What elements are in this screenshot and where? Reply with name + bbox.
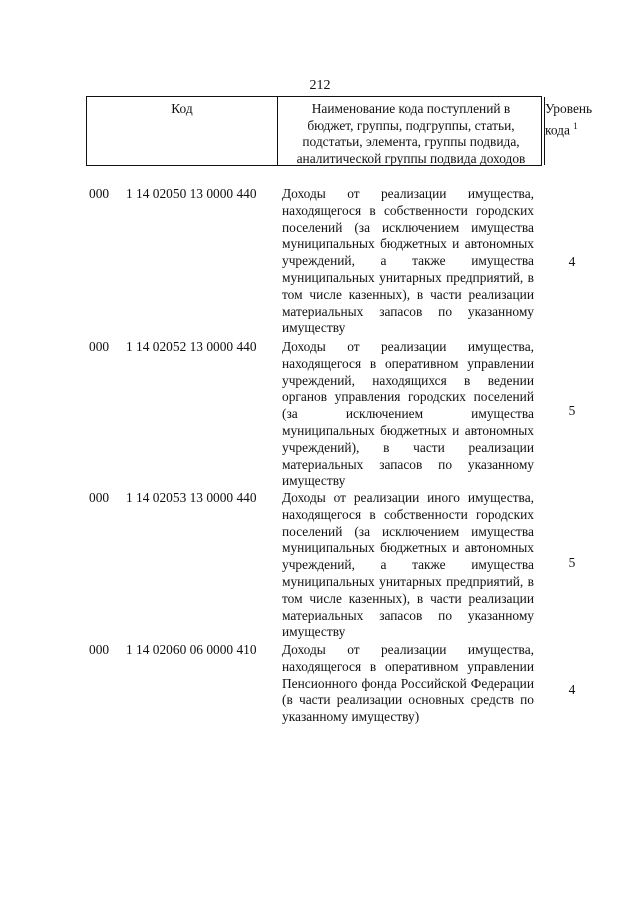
row-description: Доходы от реализации имущества, находящегося в оперативном управлении учреждений, находящихся в ведении органов управления городских поселений (за исключением имущества муниципальных бюджетных и автономных учреждений), в части реализации материальных запасов по указанному имуществу	[282, 339, 534, 489]
row-prefix: 000	[89, 339, 110, 354]
row-code: 1 14 02052 13 0000 440	[126, 339, 257, 354]
table-header	[86, 96, 593, 166]
row-description: Доходы от реализации имущества, находящегося в оперативном управлении Пенсионного фонда Российской Федерации (в части реализации основных средств по указанному имуществу)	[282, 642, 534, 725]
row-description: Доходы от реализации имущества, находящегося в собственности городских поселений (за исключением имущества муниципальных бюджетных и автономных учреждений, а также имущества муниципальных унитарных предприятий, в том числе казенных), в части реализации материальных запасов по указанному имуществу	[282, 186, 534, 336]
header-name-line: аналитической группы подвида доходов	[296, 150, 526, 166]
row-prefix: 000	[89, 642, 110, 657]
row-prefix: 000	[89, 186, 110, 201]
header-name	[278, 97, 545, 165]
row-level: 4	[568, 682, 576, 697]
page-number: 212	[309, 78, 331, 93]
row-level: 5	[568, 555, 576, 570]
header-level-word: кода	[545, 121, 570, 137]
row-code: 1 14 02050 13 0000 440	[126, 186, 257, 201]
footnote-marker: 1	[573, 120, 578, 131]
row-code: 1 14 02053 13 0000 440	[126, 490, 257, 505]
header-level: Уровень кода $^1$	[545, 101, 593, 137]
row-code: 1 14 02060 06 0000 410	[126, 642, 257, 657]
header-name-line: бюджет, группы, подгруппы, статьи,	[307, 117, 515, 133]
row-description: Доходы от реализации иного имущества, находящегося в собственности городских поселений (за исключением имущества муниципальных бюджетных и автономных учреждений, а также имущества муниципальных унитарных предприятий, в том числе казенных), в части реализации материальных запасов по указанному имуществу	[282, 490, 534, 640]
header-name-line: Наименование кода поступлений в	[311, 101, 511, 116]
row-level: 4	[568, 254, 576, 269]
row-level: 5	[568, 403, 576, 418]
header-name-line: подстатьи, элемента, группы подвида,	[302, 134, 520, 149]
row-prefix: 000	[89, 490, 110, 505]
header-code: Код	[87, 97, 278, 165]
